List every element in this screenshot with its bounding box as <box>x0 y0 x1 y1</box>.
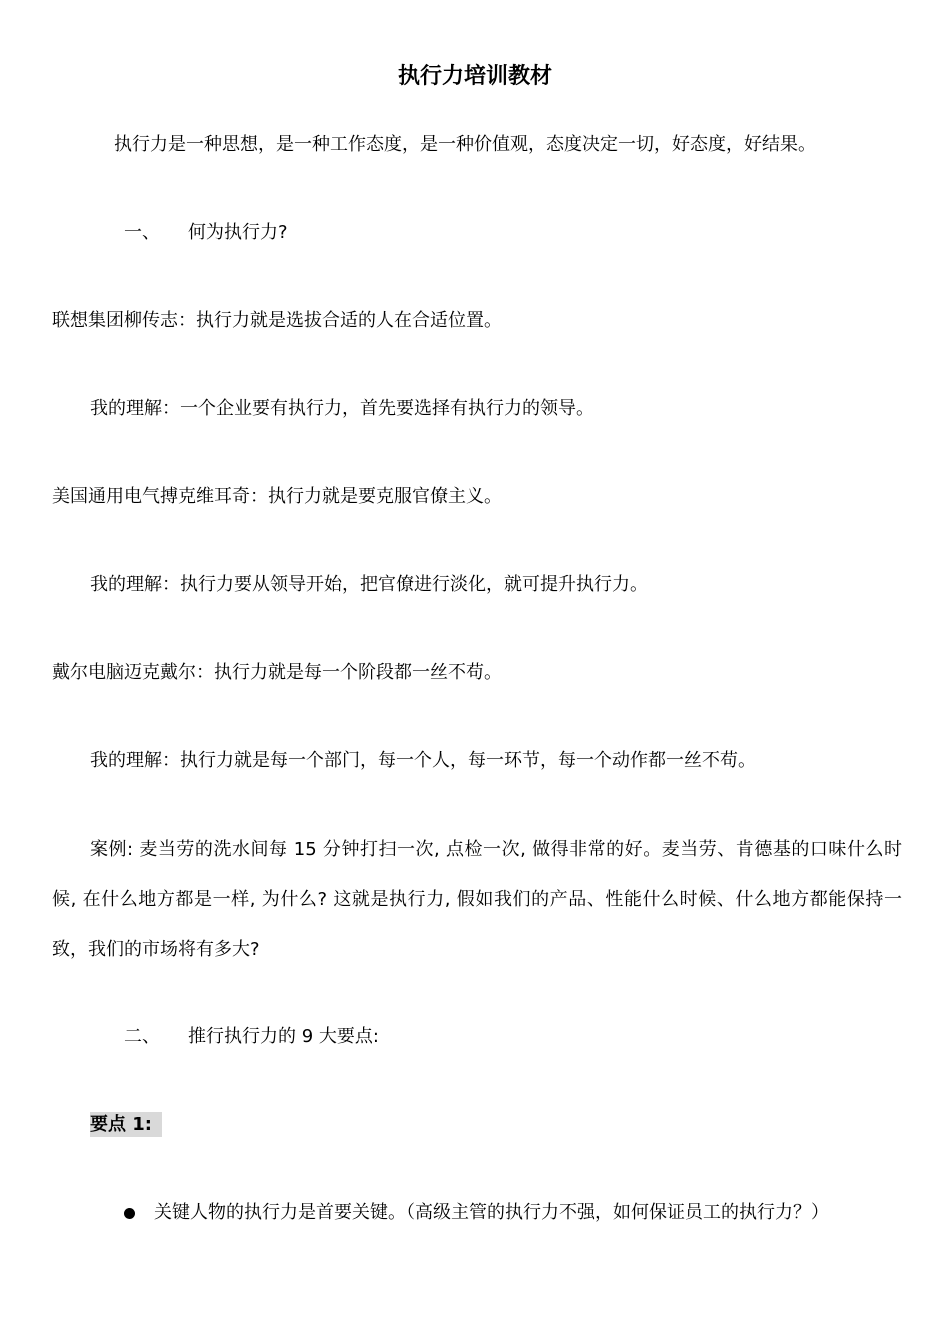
bullet-icon <box>124 1208 135 1219</box>
quote-line: 联想集团柳传志：执行力就是选拔合适的人在合适位置。 <box>52 310 502 331</box>
bullet-item: 关键人物的执行力是首要关键。（高级主管的执行力不强，如何保证员工的执行力？） <box>154 1202 829 1223</box>
section-title-2: 推行执行力的 9 大要点: <box>188 1026 379 1047</box>
understanding-line: 我的理解：执行力要从领导开始，把官僚进行淡化，就可提升执行力。 <box>90 574 648 595</box>
intro-paragraph: 执行力是一种思想，是一种工作态度，是一种价值观，态度决定一切，好态度，好结果。 <box>114 134 816 155</box>
understanding-line: 我的理解：一个企业要有执行力，首先要选择有执行力的领导。 <box>90 398 594 419</box>
quote-line: 戴尔电脑迈克戴尔：执行力就是每一个阶段都一丝不苟。 <box>52 662 502 683</box>
document-title: 执行力培训教材 <box>397 63 552 89</box>
quote-line: 美国通用电气搏克维耳奇：执行力就是要克服官僚主义。 <box>52 486 502 507</box>
section-number-1: 一、 <box>124 222 160 243</box>
section-number-2: 二、 <box>124 1026 160 1047</box>
point-label-highlight: 要点 1: <box>90 1112 162 1137</box>
section-title-1: 何为执行力? <box>188 222 288 243</box>
point-label <box>90 1113 162 1137</box>
section-heading-1 <box>124 221 288 245</box>
case-paragraph: 案例: 麦当劳的洗水间每 15 分钟打扫一次, 点检一次, 做得非常的好。麦当劳、肯德基的口味什么时候, 在什么地方都是一样, 为什么? 这就是执行力, 假如我们的产品、性能什么时候、什么地方都能保持一致，我们的市场将有多大? <box>52 839 902 960</box>
section-heading-2 <box>124 1025 379 1049</box>
understanding-line: 我的理解：执行力就是每一个部门，每一个人，每一环节，每一个动作都一丝不苟。 <box>90 750 756 771</box>
